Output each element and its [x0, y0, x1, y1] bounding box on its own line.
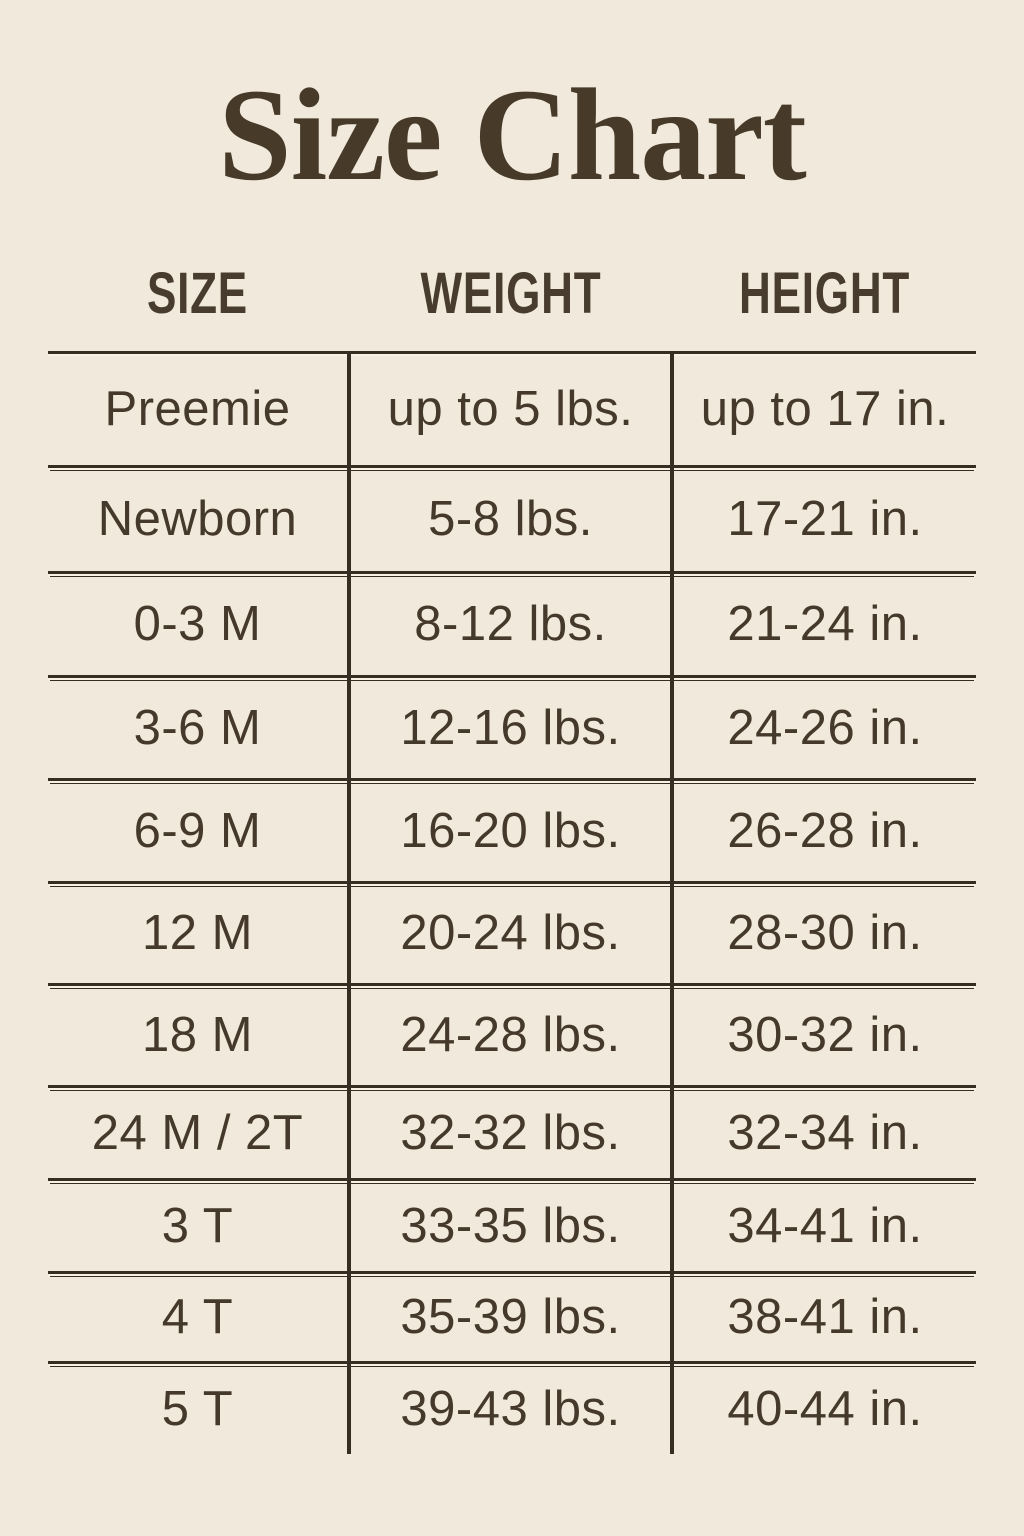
size-cell: 6-9 M: [133, 803, 262, 858]
weight-cell: 35-39 lbs.: [347, 1274, 674, 1361]
table-row: [48, 781, 976, 884]
table-row: [48, 1181, 976, 1274]
table-row: [48, 1088, 976, 1181]
weight-cell: 8-12 lbs.: [347, 574, 674, 675]
weight-cell: 39-43 lbs.: [347, 1364, 674, 1454]
weight-cell: 12-16 lbs.: [347, 678, 674, 778]
size-cell: 3-6 M: [133, 700, 262, 755]
size-cell: Preemie: [104, 382, 291, 437]
height-cell: 34-41 in.: [727, 1198, 923, 1253]
table-header-row: [48, 260, 976, 351]
height-cell: 40-44 in.: [727, 1381, 923, 1436]
table-row: [48, 354, 976, 468]
page-title: Size Chart: [218, 61, 806, 208]
height-cell: 26-28 in.: [727, 803, 923, 858]
height-cell: 24-26 in.: [727, 700, 923, 755]
size-cell: 4 T: [161, 1290, 234, 1345]
size-cell: 3 T: [161, 1198, 234, 1253]
size-cell: 5 T: [161, 1381, 234, 1436]
table-row: [48, 986, 976, 1088]
height-cell: 38-41 in.: [727, 1290, 923, 1345]
weight-cell: up to 5 lbs.: [347, 354, 674, 465]
size-cell: 0-3 M: [133, 597, 262, 652]
weight-cell: 32-32 lbs.: [347, 1088, 674, 1178]
table-row: [48, 678, 976, 781]
size-table: [48, 260, 976, 1454]
height-cell: 32-34 in.: [727, 1105, 923, 1160]
size-cell: 24 M / 2T: [91, 1105, 304, 1160]
table-row: [48, 574, 976, 678]
weight-cell: 5-8 lbs.: [347, 468, 674, 571]
size-cell: 12 M: [142, 906, 253, 961]
table-body: [48, 351, 976, 1454]
table-row: [48, 1364, 976, 1454]
weight-cell: 33-35 lbs.: [347, 1181, 674, 1271]
table-row: [48, 468, 976, 574]
table-row: [48, 884, 976, 986]
height-cell: 21-24 in.: [727, 597, 923, 652]
column-header-weight: WEIGHT: [420, 260, 601, 326]
height-cell: 17-21 in.: [727, 492, 923, 547]
height-cell: 30-32 in.: [727, 1008, 923, 1063]
column-header-height: HEIGHT: [739, 260, 911, 326]
weight-cell: 20-24 lbs.: [347, 884, 674, 983]
size-cell: 18 M: [142, 1008, 253, 1063]
column-header-size: SIZE: [146, 260, 249, 326]
weight-cell: 16-20 lbs.: [347, 781, 674, 881]
height-cell: 28-30 in.: [727, 906, 923, 961]
height-cell: up to 17 in.: [700, 382, 950, 437]
weight-cell: 24-28 lbs.: [347, 986, 674, 1085]
size-cell: Newborn: [97, 492, 298, 547]
table-row: [48, 1274, 976, 1364]
